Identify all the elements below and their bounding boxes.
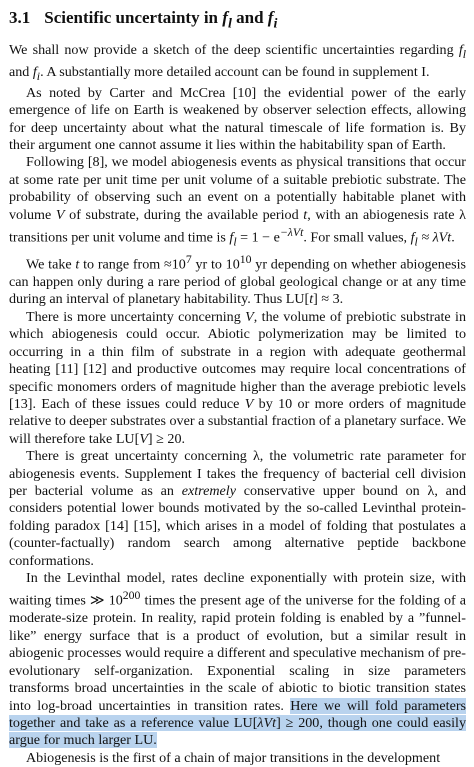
p1-var-f2: f bbox=[32, 63, 37, 80]
p3-eq1-rest: = 1 − e bbox=[236, 229, 280, 246]
p7-exp: 200 bbox=[122, 589, 141, 603]
p3-eq1-f: f bbox=[229, 229, 234, 246]
section-body bbox=[9, 42, 466, 767]
p1-sub-i: i bbox=[36, 69, 41, 83]
paragraph-volume bbox=[9, 309, 466, 448]
p5-var-V2: V bbox=[244, 395, 254, 412]
p3-var-V: V bbox=[55, 206, 65, 223]
p6-text-b: conservative upper bound on λ, and considers potential lower bounds motivated by the so-called Levinthal protein-folding paradox [14] [15], which arises in a model of folding that postulates a (counter-factually) random search among alternative peptide backbone conformations. bbox=[9, 482, 466, 569]
p3-eq2-sub: l bbox=[414, 235, 418, 249]
p3-eq2-f: f bbox=[410, 229, 415, 246]
section-title-prefix: Scientific uncertainty in bbox=[44, 8, 223, 27]
p3-text-d: . For small values, bbox=[303, 229, 411, 246]
p1-text-a: We shall now provide a sketch of the deep scientific uncertainties regarding bbox=[9, 42, 459, 59]
p5-text-b: , the volume of prebiotic substrate in which abiogenesis could occur. Abiotic polymerization may be limited to occurring in a thin film of substrate in a region with adequate geothermal heating [11] [12] and productive outcomes may require local concentrations of specific monomers orders of magnitude higher than the average prebiotic levels [13]. Each of these issues could reduce bbox=[9, 308, 466, 412]
p1-sub-l: l bbox=[462, 48, 466, 62]
p3-text-a: Following [8], we model abiogenesis events as physical transitions that occur at some rate per unit time per unit volume of a suitable prebiotic substrate. The probability of observing such an event on a potentially habitable planet with volume bbox=[9, 154, 466, 223]
p4-text-a: We take bbox=[26, 256, 76, 273]
paragraph-levinthal bbox=[9, 570, 466, 750]
p3-var-t: t bbox=[303, 206, 308, 223]
p7-text-b: times the present age of the universe for the folding of a moderate-size protein. In reality, rapid protein folding is enabled by a ”funnel-like” energy surface that is a product of evolution, but a similar result in abiogenic processes would require a different and speculative mechanism of pre-evolutionary self-organization. Exponential scaling in size parameters transforms broad uncertainties in the scale of abiotic to biotic transition states into log-broad uncertainties in transition rates. bbox=[9, 593, 466, 714]
paragraph-rate-parameter bbox=[9, 448, 466, 570]
p6-text-a: There is great uncertainty concerning λ, the volumetric rate parameter for abiogenesis events. Supplement I takes the frequency of bacterial cell division per bacterial volume as an bbox=[9, 448, 466, 499]
p4-text-e: ] ≈ 3. bbox=[313, 291, 344, 308]
p4-text-c: yr to 10 bbox=[191, 256, 240, 273]
p5-text-c: by 10 or more orders of magnitude relative to deeper substrates over a substantial fraction of a planetary surface. We will therefore take LU[ bbox=[9, 395, 466, 447]
title-var-f2: f bbox=[267, 8, 274, 27]
paragraph-time-range bbox=[9, 251, 466, 309]
p5-text-d: ] ≥ 20. bbox=[147, 430, 186, 447]
p4-exp1: 7 bbox=[185, 252, 192, 266]
p5-var-V3: V bbox=[139, 430, 148, 447]
p5-text-a: There is more uncertainty concerning bbox=[26, 308, 246, 325]
p3-text-b: of substrate, during the available period bbox=[64, 206, 304, 223]
p3-eq1-sub: l bbox=[233, 235, 237, 249]
section-title-and: and bbox=[231, 8, 268, 27]
title-sub-l: l bbox=[227, 15, 232, 32]
p4-text-b: to range from ≈10 bbox=[79, 256, 186, 273]
p4-var-t2: t bbox=[309, 291, 314, 308]
highlight-var: λVt bbox=[257, 714, 277, 731]
p3-text-e: . bbox=[451, 229, 455, 246]
highlight-text-a: Here we will fold parameters together and take as a reference value LU[ bbox=[9, 697, 466, 731]
p1-text-b: . A substantially more detailed account can be found in supplement I. bbox=[40, 63, 430, 80]
p1-and: and bbox=[9, 63, 33, 80]
section-number: 3.1 bbox=[9, 8, 31, 27]
p4-exp2: 10 bbox=[239, 252, 252, 266]
paragraph-cutoff: Abiogenesis is the first of a chain of major transitions in the development bbox=[26, 749, 441, 766]
p3-text-c: , with an abiogenesis rate λ transitions per unit volume and time is bbox=[9, 206, 466, 246]
title-var-f: f bbox=[222, 8, 228, 27]
p3-eq2-rest: ≈ λVt bbox=[417, 229, 452, 246]
p4-text-d: yr depending on whether abiogenesis can happen only during a rare period of global geological change or at any time during an interval of planetary habitability. Thus LU[ bbox=[9, 256, 466, 308]
paragraph-carter-mccrea: As noted by Carter and McCrea [10] the evidential power of the early emergence of life on Earth is weakened by observer selection effects, allowing for deep uncertainty about what the natural timescale of life formation is. By their argument one cannot assume it lies within the habitability span of Earth. bbox=[9, 84, 466, 154]
p5-var-V: V bbox=[245, 308, 254, 325]
p1-var-f: f bbox=[458, 42, 463, 59]
p4-var-t: t bbox=[75, 256, 80, 273]
section-title bbox=[9, 8, 466, 33]
p6-emphasis: extremely bbox=[181, 482, 236, 499]
p3-eq1-exp: −λVt bbox=[279, 226, 304, 240]
paragraph-intro bbox=[9, 42, 466, 84]
title-sub-i: i bbox=[273, 15, 278, 32]
highlight-text-b: ] ≥ 200, though one could easily argue for much larger LU. bbox=[9, 714, 466, 749]
paragraph-model bbox=[9, 154, 466, 251]
p7-text-a: In the Levinthal model, rates decline exponentially with protein size, with waiting times ≫ 10 bbox=[9, 569, 466, 610]
